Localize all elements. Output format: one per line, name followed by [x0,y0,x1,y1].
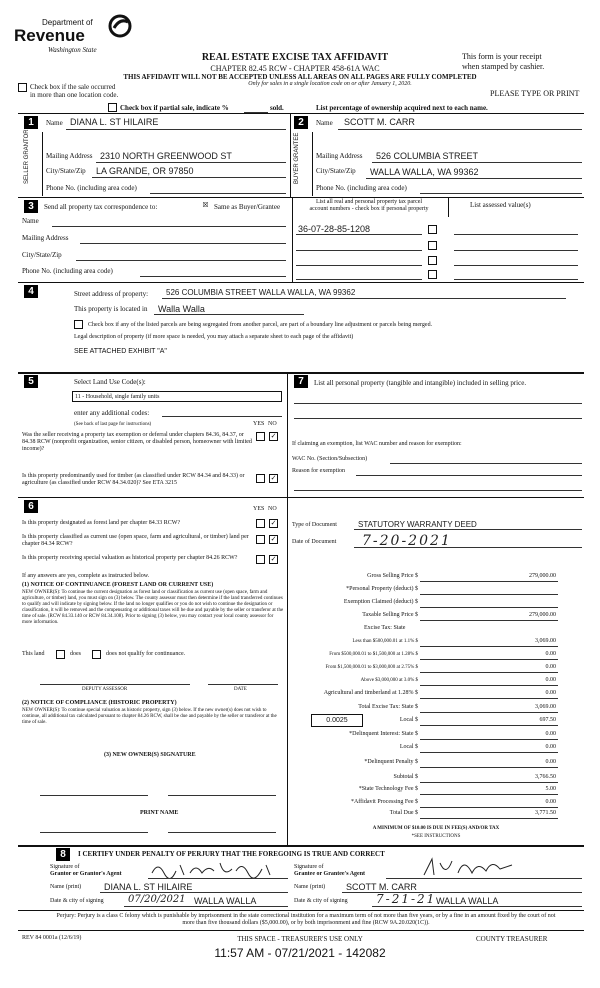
multi-location-checkbox[interactable] [18,83,27,92]
gross-value[interactable]: 279,000.00 [529,573,556,579]
land-does-checkbox[interactable] [56,650,65,659]
partial-sale-label: Check box if partial sale, indicate % [120,104,229,112]
wac-label: WAC No. (Section/Subsection) [292,456,368,462]
notice-3-title: (3) NEW OWNER(S) SIGNATURE [104,752,196,758]
reason-label: Reason for exemption [292,468,345,474]
grantee-sign-date[interactable]: 7-21-21 [376,892,437,906]
section-1-number: 1 [24,116,38,129]
s6-q1-no[interactable]: ✓ [270,519,277,527]
personal-property-label: List all personal property (tangible and intangible) included in selling price. [314,379,527,387]
notice-1-body: NEW OWNER(S): To continue the current designation as forest land or classification as current use (open space, farm and agriculture, or timber) land, you must sign on (3) below. The county assessor must then determine if the land transferred continues to qualify and will indicate by signing below. If the land no longer qualifies or you do not wish to continue the designation or classification, it will be removed and the compensating or additional taxes will be due and payable by the seller or transferor at the time of sale. (RCW 84.33.140 or RCW 84.34.108). Prior to signing (3) below, you may contact your local county assessor for more information. [22,590,284,625]
tier4-label: Above $3,000,000 at 3.0% $ [360,678,418,683]
local-value[interactable]: 697.50 [539,717,556,723]
s5-q2-no[interactable]: ✓ [270,474,277,482]
s5-q1: Was the seller receiving a property tax exemption or deferral under chapters 84.36, 84.37, or 84.38 RCW (nonprofit organization, senior citizen, or disabled person, homeowner with limited income)? [22,432,252,452]
partial-sale-sold: sold. [270,104,284,112]
tier2-label: From $500,000.01 to $1,500,000 at 1.28% $ [329,652,418,657]
segregate-checkbox[interactable] [74,320,83,329]
s6-q1: Is this property designated as forest land per chapter 84.33 RCW? [22,520,181,526]
tier1-label: Less than $500,000.01 at 1.1% $ [352,639,418,644]
s6-no-header: NO [268,506,277,512]
deputy-date-label: DATE [234,687,247,692]
treasurer-space-label: THIS SPACE - TREASURER'S USE ONLY [237,935,363,943]
grantor-name-print[interactable]: DIANA L. ST HILAIRE [104,882,193,892]
total-state-value[interactable]: 3,069.00 [535,704,556,710]
form-title: REAL ESTATE EXCISE TAX AFFIDAVIT [201,52,389,63]
parcel-header-2: account numbers - check box if personal property [309,206,429,212]
s6-q1-yes[interactable] [256,519,265,528]
grantee-sig-label-1: Signature of [294,864,324,870]
excise-state-header: Excise Tax: State [364,625,406,631]
section-8-number: 8 [56,848,70,861]
s3-address-label: Mailing Address [22,234,69,242]
land-use-code[interactable]: 11 - Household, single family units [72,391,282,402]
tier4-value[interactable]: 0.00 [545,677,556,683]
parcel-4-personal-checkbox[interactable] [428,270,437,279]
grantor-date-label: Date & city of signing [50,898,104,904]
grantor-sig-label-2: Grantor or Grantor's Agent [50,871,122,877]
notice-2-title: (2) NOTICE OF COMPLIANCE (HISTORIC PROPERTY) [22,700,177,706]
tier1-value[interactable]: 3,069.00 [535,638,556,644]
print-name-label: PRINT NAME [140,810,179,816]
agri-value[interactable]: 0.00 [545,690,556,696]
s3-name-label: Name [22,217,39,225]
buyer-phone-label: Phone No. (including area code) [316,184,407,192]
land-does-not-checkbox[interactable] [92,650,101,659]
multi-loc-label-2: in more than one location code. [30,91,119,99]
certify-statement: I CERTIFY UNDER PENALTY OF PERJURY THAT THE FOREGOING IS TRUE AND CORRECT [78,850,385,858]
grantor-sig-label-1: Signature of [50,864,80,870]
section-6-number: 6 [24,500,38,513]
notice-1-title: (1) NOTICE OF CONTINUANCE (FOREST LAND OR CURRENT USE) [22,582,214,588]
delinq-state-value[interactable]: 0.00 [545,731,556,737]
seller-city[interactable]: LA GRANDE, OR 97850 [96,166,194,176]
grantor-sign-city[interactable]: WALLA WALLA [194,896,257,906]
parcel-3-personal-checkbox[interactable] [428,256,437,265]
ownership-pct-note: List percentage of ownership acquired next to each name. [316,104,488,112]
dept-line2: Revenue [14,26,85,45]
tier3-label: From $1,500,000.01 to $3,000,000 at 2.75% $ [325,665,418,670]
partial-sale-checkbox[interactable] [108,103,117,112]
swoosh-icon [108,14,132,38]
see-back-note: (See back of last page for instructions) [74,422,152,427]
personal-label: *Personal Property (deduct) $ [346,586,418,592]
receipt-note-2: when stamped by cashier. [462,62,545,71]
section-7-number: 7 [294,375,308,388]
penalty-value[interactable]: 0.00 [545,759,556,765]
s5-q2-yes[interactable] [256,474,265,483]
s5-q1-yes[interactable] [256,432,265,441]
doc-date[interactable]: 7-20-2021 [362,533,452,549]
parcel-header-1: List all real and personal property tax parcel [315,199,423,205]
grantor-signature[interactable] [150,859,290,879]
same-as-buyer-label: Same as Buyer/Grantee [214,203,281,211]
buyer-address[interactable]: 526 COLUMBIA STREET [376,151,479,161]
total-state-label: Total Excise Tax: State $ [358,704,418,710]
s6-q2-yes[interactable] [256,535,265,544]
land-qualify-c: does not qualify for continuance. [106,651,186,657]
delinq-local-label: Local $ [399,744,418,750]
parcel-1-personal-checkbox[interactable] [428,225,437,234]
total-due-value[interactable]: 3,771.50 [535,810,556,816]
subtotal-label: Subtotal $ [393,774,418,780]
gross-label: Gross Selling Price $ [367,573,418,579]
exempt-label: Exemption Claimed (deduct) $ [343,599,418,605]
grantor-sign-date[interactable]: 07/20/2021 [128,894,186,905]
doc-date-label: Date of Document [292,539,337,545]
receipt-note-1: This form is your receipt [462,52,542,61]
seller-name[interactable]: DIANA L. ST HILAIRE [70,117,159,127]
grantee-signature[interactable] [420,855,520,879]
seller-side-label: SELLER GRANTOR [24,129,30,184]
dept-line1: Department of [42,18,93,27]
dept-line3: Washington State [48,46,97,54]
local-rate[interactable]: 0.0025 [311,714,363,727]
land-qualify-a: This land [22,651,45,657]
s6-q3: Is this property receiving special valuation as historical property per chapter 84.26 RCW? [22,555,238,561]
parcel-number[interactable]: 36-07-28-85-1208 [298,224,371,234]
buyer-side-label: BUYER GRANTEE [294,132,300,184]
s6-q4: If any answers are yes, complete as instructed below. [22,573,150,579]
s5-q2: Is this property predominantly used for timber (as classified under RCW 84.34 and 84.33) or agriculture (as classified under RCW 84.34.020)? See ETA 3215 [22,473,245,486]
s6-yes-header: YES [253,506,265,512]
s6-q2: Is this property classified as current use (open space, farm and agricultural, or timber) land per chapter 84.34 RCW? [22,534,249,547]
s6-q2-no[interactable]: ✓ [270,535,277,543]
land-qualify-b: does [70,651,81,657]
total-due-label: Total Due $ [389,810,418,816]
notice-2-body: NEW OWNER(S): To continue special valuation as historic property, sign (3) below. If the new owner(s) does not wish to continue, all additional tax calculated pursuant to chapter 84.26 RCW, shall be due and payable by the seller or transferor at the time of sale. [22,708,277,725]
buyer-name-label: Name [316,119,333,127]
s5-yes-header: YES [253,421,265,427]
assessed-header: List assessed value(s) [470,201,531,209]
s6-q3-yes[interactable] [256,555,265,564]
section-5-number: 5 [24,375,38,388]
grantee-name-label: Name (print) [294,884,326,890]
sales-note: Only for sales in a single location code on or after January 1, 2020. [248,81,412,87]
seller-address-label: Mailing Address [46,152,93,160]
tech-fee-label: *State Technology Fee $ [358,786,418,792]
legal-description[interactable]: SEE ATTACHED EXHIBIT "A" [74,348,167,355]
seller-name-label: Name [46,119,63,127]
grantor-name-label: Name (print) [50,884,82,890]
penalty-label: *Delinquent Penalty $ [364,759,418,765]
buyer-city[interactable]: WALLA WALLA, WA 99362 [370,167,479,177]
form-revision: REV 84 0001a (12/6/19) [22,935,82,941]
buyer-city-label: City/State/Zip [316,167,356,175]
perjury-notice: Perjury: Perjury is a class C felony which is punishable by imprisonment in the state correctional institution for a maximum term of not more than five years, or by a fine in an amount fixed by the court of not more than five thousand dollars ($5,000.00), or by both imprisonment and fine (RCW 9A.20.020(1C)). [56,913,556,926]
doc-type-label: Type of Document [292,522,337,528]
section-3-number: 3 [24,200,38,213]
receipt-stamp: 11:57 AM - 07/21/2021 - 142082 [214,946,386,960]
buyer-name[interactable]: SCOTT M. CARR [344,117,415,127]
agri-label: Agricultural and timberland at 1.28% $ [323,690,418,696]
s5-no-header: NO [268,421,277,427]
exemption-label: If claiming an exemption, list WAC number and reason for exemption: [292,441,462,447]
segregate-label: Check box if any of the listed parcels are being segregated from another parcel, are part of a boundary line adjustment or parcels being merged. [88,322,433,328]
affidavit-fee-value[interactable]: 0.00 [545,799,556,805]
type-or-print: PLEASE TYPE OR PRINT [490,89,580,98]
dor-logo [14,12,134,70]
affidavit-fee-label: *Affidavit Processing Fee $ [350,799,418,805]
doc-type[interactable]: STATUTORY WARRANTY DEED [358,520,477,529]
local-label: Local $ [399,717,418,723]
located-in[interactable]: Walla Walla [158,304,205,314]
section-4-number: 4 [24,285,38,298]
multi-loc-label-1: Check box if the sale occurred [30,83,116,91]
section-2-number: 2 [294,116,308,129]
street-address-label: Street address of property: [74,290,149,298]
grantee-name-print[interactable]: SCOTT M. CARR [346,882,417,892]
located-label: This property is located in [74,305,148,313]
delinq-local-value[interactable]: 0.00 [545,744,556,750]
minimum-due-note: A MINIMUM OF $10.00 IS DUE IN FEE(S) AND/OR TAX [372,826,500,831]
subtotal-value[interactable]: 3,766.50 [535,774,556,780]
tech-fee-value[interactable]: 5.00 [545,786,556,792]
s3-city-label: City/State/Zip [22,251,62,259]
deputy-assessor-label: DEPUTY ASSESSOR [82,687,128,692]
tier2-value[interactable]: 0.00 [545,651,556,657]
street-address[interactable]: 526 COLUMBIA STREET WALLA WALLA, WA 99362 [166,288,356,297]
parcel-2-personal-checkbox[interactable] [428,241,437,250]
additional-codes-label: enter any additional codes: [74,409,150,417]
buyer-address-label: Mailing Address [316,152,363,160]
seller-address[interactable]: 2310 NORTH GREENWOOD ST [100,151,232,161]
taxable-label: Taxable Selling Price $ [362,612,418,618]
delinq-state-label: *Delinquent Interest: State $ [349,731,418,737]
taxable-value[interactable]: 279,000.00 [529,612,556,618]
land-use-label: Select Land Use Code(s): [74,378,146,386]
s5-q1-no[interactable]: ✓ [270,432,277,440]
seller-city-label: City/State/Zip [46,167,86,175]
s3-phone-label: Phone No. (including area code) [22,267,113,275]
send-correspondence-label: Send all property tax correspondence to: [44,203,158,211]
seller-phone-label: Phone No. (including area code) [46,184,137,192]
same-as-buyer-checkbox[interactable]: ☒ [202,201,209,209]
s6-q3-no[interactable]: ✓ [270,555,277,563]
grantee-sign-city[interactable]: WALLA WALLA [436,896,499,906]
warning-text: THIS AFFIDAVIT WILL NOT BE ACCEPTED UNLESS ALL AREAS ON ALL PAGES ARE FULLY COMPLETED [123,73,477,81]
county-treasurer-label: COUNTY TREASURER [476,935,548,943]
tier3-value[interactable]: 0.00 [545,664,556,670]
legal-description-label: Legal description of property (if more space is needed, you may attach a separate sheet to each page of the affidavit) [74,334,354,340]
grantee-date-label: Date & city of signing [294,898,348,904]
grantee-sig-label-2: Grantee or Grantee's Agent [294,871,366,877]
form-chapter: CHAPTER 82.45 RCW - CHAPTER 458-61A WAC [210,64,380,73]
see-instructions-note: *SEE INSTRUCTIONS [411,834,461,839]
